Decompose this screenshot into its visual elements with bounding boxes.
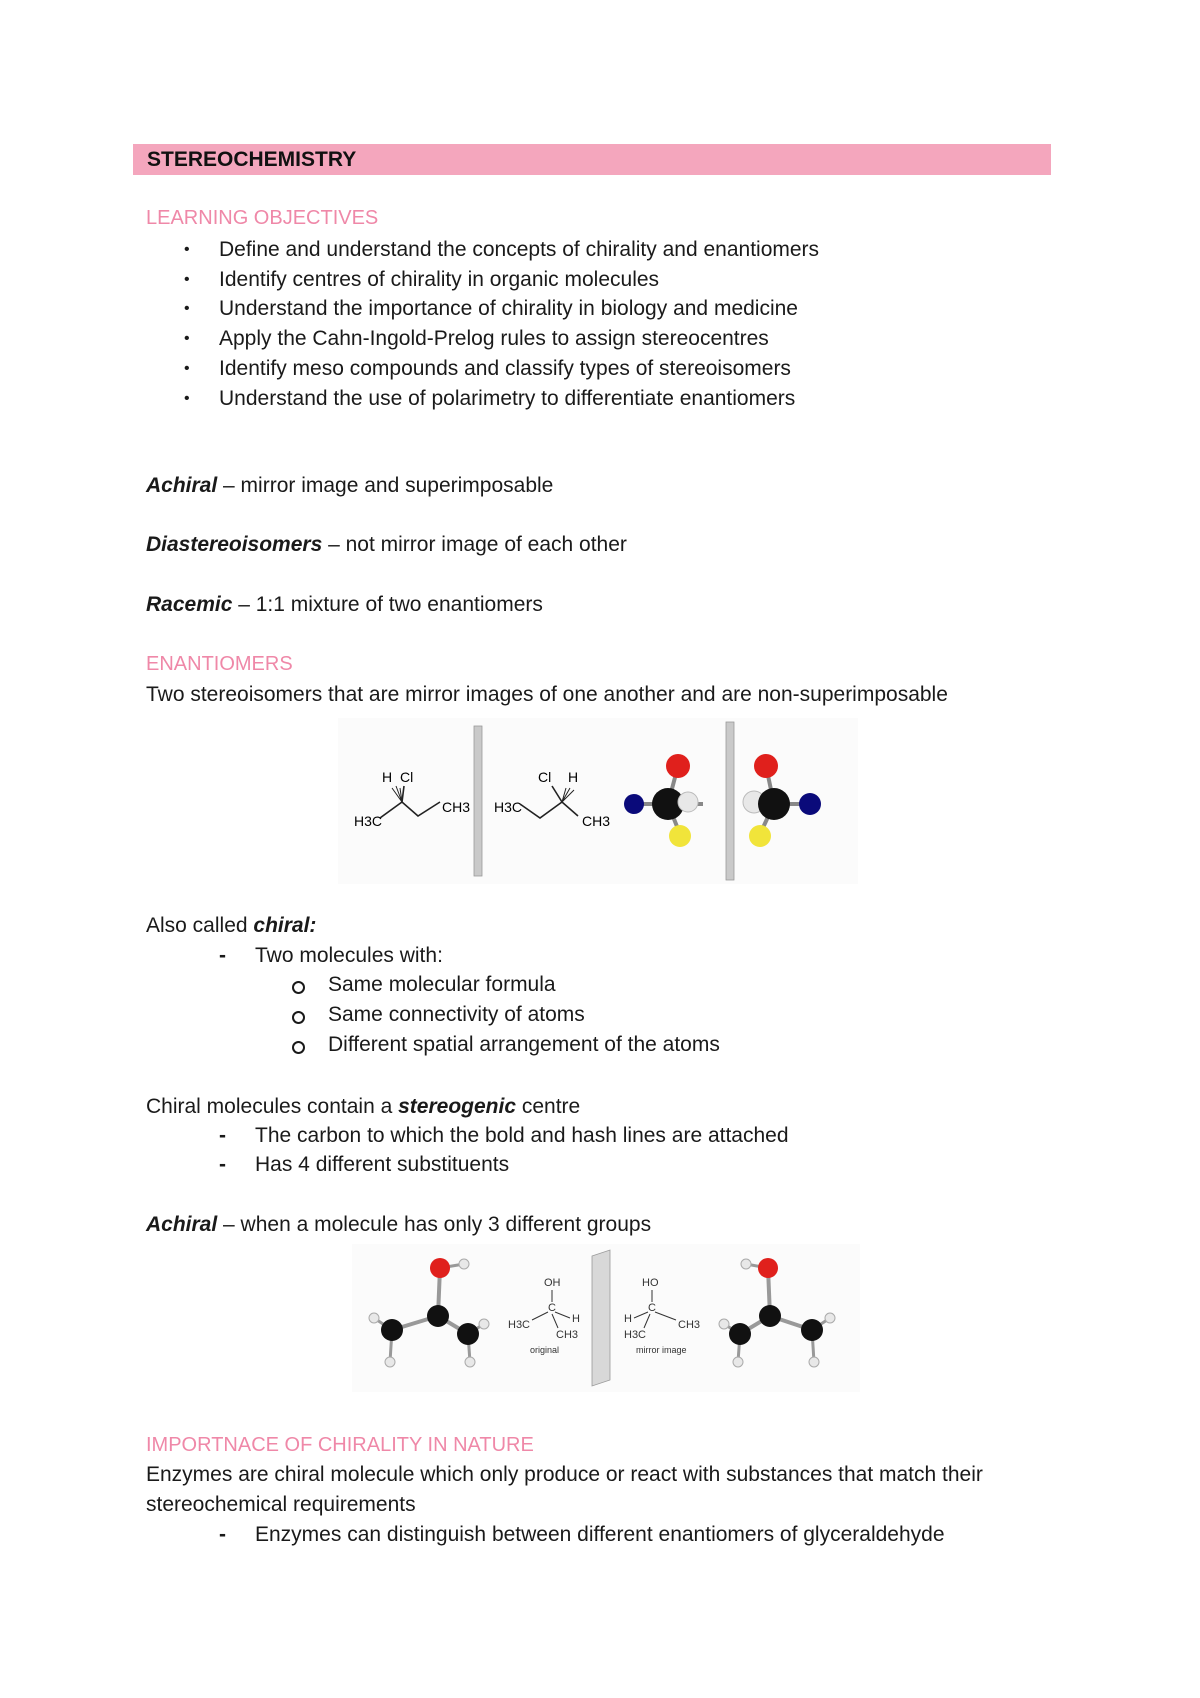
mirror-plane-2	[726, 722, 734, 880]
sub-item: Same molecular formula	[328, 973, 556, 996]
h-label: H	[624, 1313, 632, 1325]
importance-line-1: Enzymes are chiral molecule which only produce or react with substances that match their	[146, 1463, 983, 1486]
atom-sphere	[729, 1323, 751, 1345]
atom-sphere	[465, 1357, 475, 1367]
achiral-figure	[352, 1244, 860, 1392]
bullet-glyph: •	[184, 390, 190, 407]
bullet-glyph: •	[184, 271, 190, 288]
learning-objectives-heading: LEARNING OBJECTIVES	[146, 207, 379, 229]
right-h-label: H	[568, 769, 579, 785]
objective-item: Understand the importance of chirality in biology and medicine	[219, 297, 798, 320]
ch3-label: CH3	[678, 1319, 701, 1331]
atom-sphere	[825, 1313, 835, 1323]
h-label: H	[572, 1313, 580, 1325]
atom-sphere	[801, 1319, 823, 1341]
atom-sphere	[754, 754, 778, 778]
atom-sphere	[369, 1313, 379, 1323]
objective-item: Apply the Cahn-Ingold-Prelog rules to assign stereocentres	[219, 327, 769, 350]
left-cl-label: Cl	[400, 769, 414, 785]
c-label: C	[648, 1302, 656, 1314]
atom-sphere	[799, 793, 821, 815]
atom-sphere	[479, 1319, 489, 1329]
atom-sphere	[427, 1305, 449, 1327]
atom-sphere	[759, 1305, 781, 1327]
bullet-glyph: •	[184, 241, 190, 258]
importance-heading: IMPORTNACE OF CHIRALITY IN NATURE	[146, 1434, 534, 1456]
atom-sphere	[430, 1258, 450, 1278]
sub-bullet-ring	[292, 1011, 305, 1024]
two-molecules-line: Two molecules with:	[255, 944, 443, 967]
right-ch3-label: CH3	[582, 813, 611, 829]
stereogenic-line: Chiral molecules contain a stereogenic centre	[146, 1095, 581, 1118]
dash-glyph: -	[219, 1523, 226, 1546]
atom-sphere	[381, 1319, 403, 1341]
sub-item: Different spatial arrangement of the atoms	[328, 1033, 720, 1056]
bullet-glyph: •	[184, 330, 190, 347]
stereo-item: Has 4 different substituents	[255, 1153, 510, 1176]
ch3-label: CH3	[556, 1329, 579, 1341]
atom-sphere	[624, 794, 644, 814]
ho-label: HO	[642, 1277, 659, 1289]
right-h3c-label: H3C	[494, 799, 523, 815]
importance-line-2: stereochemical requirements	[146, 1493, 416, 1516]
objective-item: Identify meso compounds and classify types of stereoisomers	[219, 357, 791, 380]
definition-achiral: Achiral – mirror image and superimposable	[146, 474, 554, 497]
mirror-caption: mirror image	[636, 1345, 687, 1355]
original-caption: original	[530, 1345, 560, 1355]
achiral-three-groups-line: Achiral – when a molecule has only 3 different groups	[146, 1213, 652, 1236]
h3c-label: H3C	[508, 1319, 531, 1331]
enantiomers-heading: ENANTIOMERS	[146, 653, 293, 675]
c-label: C	[548, 1302, 556, 1314]
atom-sphere	[741, 1259, 751, 1269]
right-cl-label: Cl	[538, 769, 552, 785]
dash-glyph: -	[219, 1124, 226, 1147]
left-h3c-label: H3C	[354, 813, 383, 829]
sub-bullet-ring	[292, 1041, 305, 1054]
oh-label: OH	[544, 1277, 561, 1289]
enantiomers-figure	[338, 718, 858, 884]
atom-sphere	[719, 1319, 729, 1329]
stereo-item: The carbon to which the bold and hash lines are attached	[255, 1124, 789, 1147]
enantiomers-description: Two stereoisomers that are mirror images of one another and are non-superimposable	[146, 683, 948, 706]
atom-sphere	[457, 1323, 479, 1345]
atom-sphere	[459, 1259, 469, 1269]
atom-sphere	[809, 1357, 819, 1367]
h3c-label: H3C	[624, 1329, 647, 1341]
also-called-line: Also called chiral:	[146, 914, 317, 937]
definition-diastereoisomers: Diastereoisomers – not mirror image of each other	[146, 533, 627, 556]
definition-racemic: Racemic – 1:1 mixture of two enantiomers	[146, 593, 543, 616]
sub-bullet-ring	[292, 981, 305, 994]
objective-item: Define and understand the concepts of chirality and enantiomers	[219, 238, 820, 261]
atom-sphere	[749, 825, 771, 847]
bullet-glyph: •	[184, 300, 190, 317]
page-title: STEREOCHEMISTRY	[147, 148, 357, 171]
sub-item: Same connectivity of atoms	[328, 1003, 585, 1026]
left-h-label: H	[382, 769, 393, 785]
atom-sphere	[758, 1258, 778, 1278]
atom-sphere	[758, 788, 790, 820]
left-ch3-label: CH3	[442, 799, 471, 815]
atom-sphere	[385, 1357, 395, 1367]
mirror-plane-1	[474, 726, 482, 876]
atom-sphere	[678, 792, 698, 812]
bullet-glyph: •	[184, 360, 190, 377]
objective-item: Identify centres of chirality in organic molecules	[219, 268, 660, 291]
atom-sphere	[669, 825, 691, 847]
atom-sphere	[733, 1357, 743, 1367]
importance-item: Enzymes can distinguish between different enantiomers of glyceraldehyde	[255, 1523, 945, 1546]
mirror-plane-3	[592, 1250, 610, 1386]
dash-glyph: -	[219, 944, 226, 967]
objective-item: Understand the use of polarimetry to differentiate enantiomers	[219, 387, 796, 410]
dash-glyph: -	[219, 1153, 226, 1176]
title-bar	[133, 144, 1051, 175]
atom-sphere	[666, 754, 690, 778]
